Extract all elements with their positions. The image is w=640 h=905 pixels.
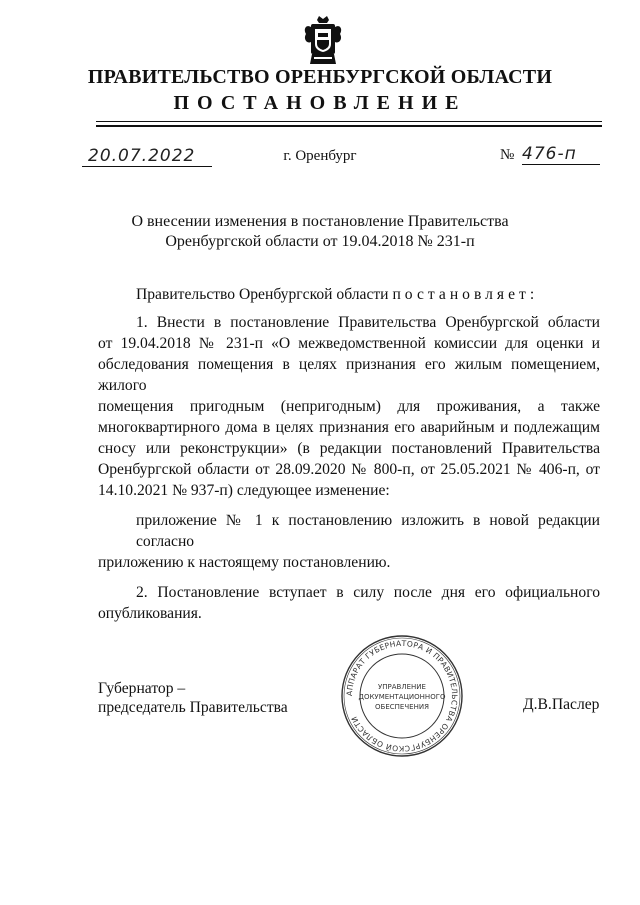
stamp-line: ДОКУМЕНТАЦИОННОГО (358, 693, 446, 701)
subject-line: О внесении изменения в постановление Правительства (131, 213, 509, 230)
government-title: ПРАВИТЕЛЬСТВО ОРЕНБУРГСКОЙ ОБЛАСТИ (87, 66, 553, 88)
signatory-title-line: председатель Правительства (98, 699, 288, 716)
header-divider-thick (96, 125, 602, 127)
appendix-line: приложение № 1 к постановлению изложить в новой редакции согласно (136, 512, 600, 550)
preamble-colon: : (529, 286, 535, 303)
document-number: 476-п (522, 144, 600, 165)
number-sign: № (500, 147, 515, 163)
signatory-name: Д.В.Паслер (523, 696, 600, 713)
stamp-line: УПРАВЛЕНИЕ (378, 683, 426, 691)
item-1-line: помещения пригодным (непригодным) для проживания, а также (98, 398, 600, 415)
item-1-line: Оренбургской области от 28.09.2020 № 800-п, от 25.05.2021 № 406-п, от (98, 461, 600, 478)
item-2-line: 2. Постановление вступает в силу после дня его официального (136, 584, 600, 601)
preamble-verb: постановляет (392, 286, 530, 303)
item-1-line: сносу или реконструкции» (в редакции постановлений Правительства (98, 440, 600, 457)
item-1-line: 1. Внести в постановление Правительства Оренбургской области (136, 314, 600, 331)
item-1-line: 14.10.2021 № 937-п) следующее изменение: (98, 482, 390, 499)
document-subject (0, 212, 640, 252)
stamp-ring-text: АППАРАТ ГУБЕРНАТОРА И ПРАВИТЕЛЬСТВА ОРЕНБУРГСКОЙ ОБЛАСТИ (344, 638, 460, 754)
signatory-title (98, 679, 288, 717)
preamble-text: Правительство Оренбургской области (136, 286, 393, 303)
document-body (98, 284, 600, 624)
item-1-line: обследования помещения в целях признания его жилым помещением, жилого (98, 356, 600, 394)
official-stamp (338, 632, 466, 760)
stamp-line: ОБЕСПЕЧЕНИЯ (375, 703, 429, 711)
appendix-line: приложению к настоящему постановлению. (98, 554, 391, 571)
coat-of-arms-icon (302, 14, 344, 66)
subject-line: Оренбургской области от 19.04.2018 № 231-п (165, 233, 475, 250)
preamble (98, 284, 600, 305)
item-2-line: опубликования. (98, 605, 202, 622)
signatory-title-line: Губернатор – (98, 680, 186, 697)
header-divider (96, 121, 602, 122)
document-type: ПОСТАНОВЛЕНИЕ (173, 92, 467, 114)
item-1-line: от 19.04.2018 № 231-п «О межведомственной комиссии для оценки и (98, 335, 600, 352)
item-1-line: многоквартирного дома в целях признания его аварийным и подлежащим (98, 419, 600, 436)
document-date: 20.07.2022 (82, 146, 212, 167)
document-city: г. Оренбург (283, 148, 357, 164)
